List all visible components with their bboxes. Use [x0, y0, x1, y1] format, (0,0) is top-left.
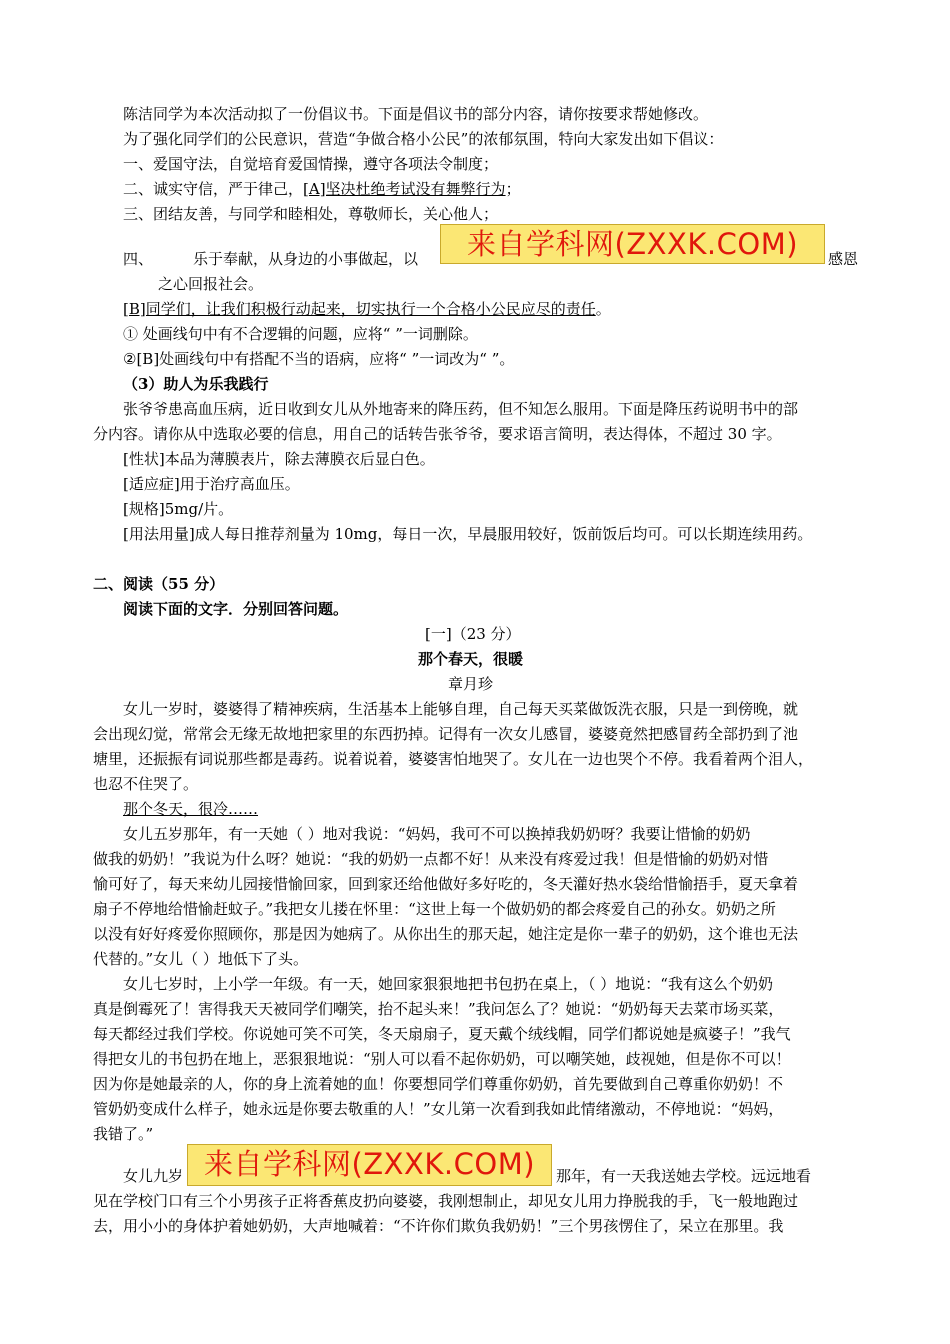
text-line: 那年，有一天我送她去学校。远远地看: [556, 1167, 812, 1185]
text-line: [性状]本品为薄膜表片，除去薄膜衣后显白色。: [123, 450, 435, 468]
text-line: 为了强化同学们的公民意识，营造“争做合格小公民”的浓郁氛围，特向大家发出如下倡议：: [123, 130, 724, 148]
text-line: 女儿五岁那年，有一天她（ ）地对我说：“妈妈，我可不可以换掉我奶奶呀？我要让惜愉的奶奶: [123, 825, 751, 843]
text-line: 愉可好了，每天来幼儿园接惜愉回家，回到家还给他做好多好吃的，冬天灌好热水袋给惜愉捂手，夏天拿着: [93, 875, 799, 893]
text-line: [适应症]用于治疗高血压。: [123, 475, 300, 493]
text-line: 陈洁同学为本次活动拟了一份倡议书。下面是倡议书的部分内容，请你按要求帮她修改。: [123, 105, 709, 123]
text-line: [规格]5mg/片。: [123, 500, 234, 518]
text-line: ① 处画线句中有不合逻辑的问题，应将“ ”一词删除。: [123, 325, 478, 343]
watermark-banner: 来自学科网(ZXXK.COM): [440, 224, 825, 264]
text-line: 因为你是她最亲的人，你的身上流着她的血！你要想同学们尊重你奶奶，首先要做到自己尊重你奶奶！不: [93, 1075, 784, 1093]
text-line: 女儿九岁: [123, 1167, 184, 1185]
text-line: 见在学校门口有三个小男孩子正将香蕉皮扔向婆婆，我刚想制止，却见女儿用力挣脱我的手，飞一般地跑过: [93, 1192, 799, 1210]
text-line: 代替的。”女儿（ ）地低下了头。: [93, 950, 308, 968]
passage-number: [一]（23 分）: [425, 625, 521, 643]
text-line: 真是倒霉死了！害得我天天被同学们嘲笑，抬不起头来！”我问怎么了？她说：“奶奶每天去菜市场买菜，: [93, 1000, 784, 1018]
text-line: [B]同学们，让我们积极行动起来，切实执行一个合格小公民应尽的责任。: [123, 300, 611, 318]
text-line: ②[B]处画线句中有搭配不当的语病，应将“ ”一词改为“ ”。: [123, 350, 515, 368]
underlined-line: 那个冬天，很冷……: [123, 800, 259, 818]
text-line: 管奶奶变成什么样子，她永远是你要去敬重的人！”女儿第一次看到我如此情绪激动，不停地说：“妈妈，: [93, 1100, 784, 1118]
underlined-sentence-a: [A]坚决杜绝考试没有舞弊行为: [303, 180, 506, 198]
section-heading: （3）助人为乐我践行: [123, 375, 269, 393]
section-heading: 二、阅读（55 分）: [93, 575, 225, 593]
text-line: 每天都经过我们学校。你说她可笑不可笑，冬天扇扇子，夏天戴个绒线帽，同学们都说她是疯婆子！”我气: [93, 1025, 791, 1043]
text-line: 张爷爷患高血压病，近日收到女儿从外地寄来的降压药，但不知怎么服用。下面是降压药说明书中的部: [123, 400, 799, 418]
text-line: 三、团结友善，与同学和睦相处，尊敬师长，关心他人；: [123, 205, 499, 223]
text-line: 做我的奶奶！”我说为什么呀？她说：“我的奶奶一点都不好！从来没有疼爱过我！但是惜愉的奶奶对惜: [93, 850, 769, 868]
text-line: 之心回报社会。: [158, 275, 264, 293]
passage-title: 那个春天，很暖: [418, 650, 524, 668]
text-line: 女儿一岁时，婆婆得了精神疾病，生活基本上能够自理，自己每天买菜做饭洗衣服，只是一到傍晚，就: [123, 700, 799, 718]
underlined-sentence-b: [B]同学们，让我们积极行动起来，切实执行一个合格小公民应尽的责任: [123, 300, 596, 318]
text-line: 乐于奉献，从身边的小事做起，以: [193, 250, 419, 268]
text-line: 也忍不住哭了。: [93, 775, 199, 793]
passage-author: 章月珍: [448, 675, 494, 693]
text-line: 四、: [123, 250, 154, 268]
text-line: 会出现幻觉，常常会无缘无故地把家里的东西扔掉。记得有一次女儿感冒，婆婆竟然把感冒药全部扔到了池: [93, 725, 799, 743]
text-line: [用法用量]成人每日推荐剂量为 10mg，每日一次，早晨服用较好，饭前饭后均可。可以长期连续用药。: [123, 525, 813, 543]
text-line: 塘里，还振振有词说那些都是毒药。说着说着，婆婆害怕地哭了。女儿在一边也哭个不停。我看着两个泪人，: [93, 750, 814, 768]
text-line: 我错了。”: [93, 1125, 154, 1143]
watermark-banner: 来自学科网(ZXXK.COM): [187, 1144, 552, 1186]
instruction: 阅读下面的文字．分别回答问题。: [123, 600, 349, 618]
text-line: 二、诚实守信，严于律己，[A]坚决杜绝考试没有舞弊行为；: [123, 180, 521, 198]
text-line: 以没有好好疼爱你照顾你，那是因为她病了。从你出生的那天起，她注定是你一辈子的奶奶，这个谁也无法: [93, 925, 799, 943]
text-line: 扇子不停地给惜愉赶蚊子。”我把女儿搂在怀里：“这世上每一个做奶奶的都会疼爱自己的孙女。奶奶之所: [93, 900, 776, 918]
text-line: 得把女儿的书包扔在地上，恶狠狠地说：“别人可以看不起你奶奶，可以嘲笑她，歧视她，但是你不可以！: [93, 1050, 791, 1068]
text-line: 去，用小小的身体护着她奶奶，大声地喊着：“不许你们欺负我奶奶！”三个男孩愣住了，呆立在那里。我: [93, 1217, 784, 1235]
text-line: 女儿七岁时，上小学一年级。有一天，她回家狠狠地把书包扔在桌上，（ ）地说：“我有这么个奶奶: [123, 975, 773, 993]
text-line: 感恩: [828, 250, 859, 268]
text-line: 一、爱国守法，自觉培育爱国情操，遵守各项法令制度；: [123, 155, 499, 173]
text-line: 分内容。请你从中选取必要的信息，用自己的话转告张爷爷，要求语言简明，表达得体，不超过 30 字。: [93, 425, 782, 443]
